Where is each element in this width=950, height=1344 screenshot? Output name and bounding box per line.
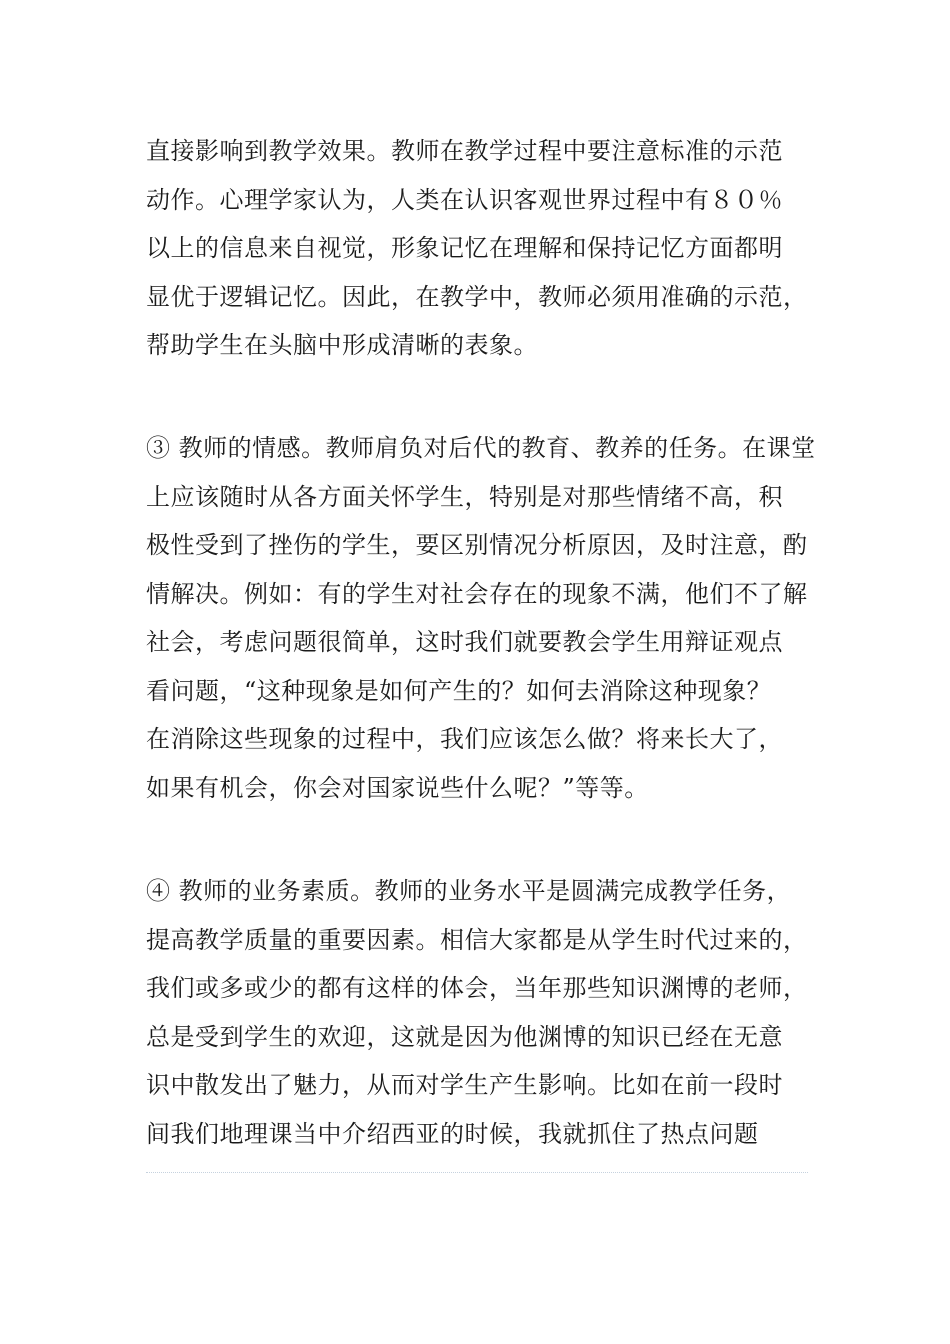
text-line: 提高教学质量的重要因素。相信大家都是从学生时代过来的， — [146, 925, 808, 954]
text-line: 我们或多或少的都有这样的体会，当年那些知识渊博的老师， — [146, 974, 808, 1002]
paragraph-demonstration — [146, 127, 816, 370]
text-line: 以上的信息来自视觉，形象记忆在理解和保持记忆方面都明 — [146, 234, 783, 262]
text-line: 极性受到了挫伤的学生，要区别情况分析原因，及时注意，酌 — [146, 531, 808, 559]
text-line: 总是受到学生的欢迎，这就是因为他渊博的知识已经在无意 — [146, 1022, 783, 1051]
text-line: 直接影响到教学效果。教师在教学过程中要注意标准的示范 — [146, 137, 783, 165]
text-line: 看问题，“这种现象是如何产生的？如何去消除这种现象？ — [146, 676, 772, 705]
paragraph-teacher-emotion — [146, 424, 816, 812]
text-line: 显优于逻辑记忆。因此，在教学中，教师必须用准确的示范， — [146, 282, 808, 311]
text-line: 动作。心理学家认为，人类在认识客观世界过程中有８０％ — [146, 185, 783, 214]
text-line: 上应该随时从各方面关怀学生，特别是对那些情绪不高，积 — [146, 482, 783, 511]
paragraph-professional-quality — [146, 867, 816, 1158]
text-line: 帮助学生在头脑中形成清晰的表象。 — [146, 331, 538, 359]
text-line: 识中散发出了魅力，从而对学生产生影响。比如在前一段时 — [146, 1071, 783, 1099]
text-line: 在消除这些现象的过程中，我们应该怎么做？将来长大了， — [146, 725, 783, 753]
text-line: ④ 教师的业务素质。教师的业务水平是圆满完成教学任务， — [146, 877, 792, 905]
text-line: 间我们地理课当中介绍西亚的时候，我就抓住了热点问题 — [146, 1119, 759, 1148]
page-bottom-divider — [146, 1172, 808, 1173]
text-line: 社会，考虑问题很简单，这时我们就要教会学生用辩证观点 — [146, 628, 783, 656]
text-line: 情解决。例如：有的学生对社会存在的现象不满，他们不了解 — [146, 579, 808, 608]
text-line: ③ 教师的情感。教师肩负对后代的教育、教养的任务。在课堂 — [146, 434, 816, 462]
text-line: 如果有机会，你会对国家说些什么呢？”等等。 — [146, 773, 649, 802]
